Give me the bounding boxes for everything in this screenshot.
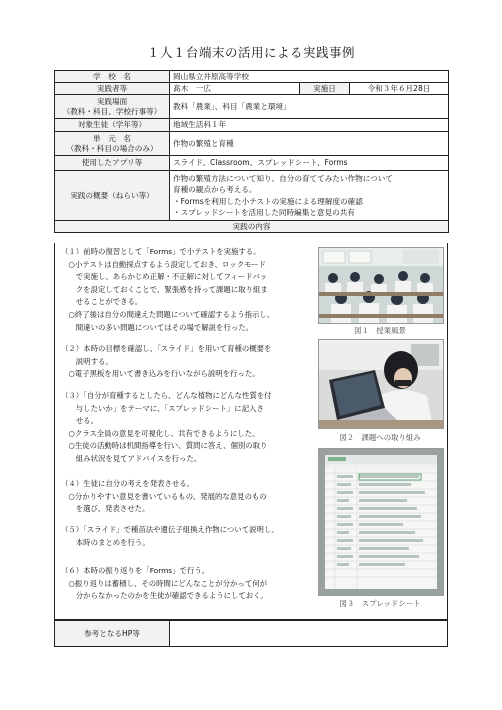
step-3: [61, 390, 321, 466]
figure-1-caption: 図１ 授業風景: [354, 326, 406, 335]
step-heading: （６）本時の振り返りを「Forms」で行う。: [61, 566, 210, 575]
classroom-photo: [318, 247, 444, 324]
step-line: 組み状況を見てアドバイスを行った。: [61, 453, 202, 463]
step-line: ○分かりやすい意見を書いているもの、発展的な意見のもの: [61, 491, 267, 501]
step-line: ○振り返りは蓄積し、その時間にどんなことが分かって何が: [61, 578, 267, 588]
date-value: 令和３年６月28日: [350, 83, 449, 95]
step-line: 分からなかったのかを生徒が確認できるようにしておく。: [61, 591, 268, 601]
content-header: 実践の内容: [55, 221, 449, 233]
spreadsheet-screenshot: [318, 448, 444, 596]
step-line: ○小テストは自動採点するよう設定しておき、ロックモード: [61, 259, 266, 269]
step-line: ○生徒の活動時は机間指導を行い、質問に答え、個別の取り: [61, 441, 268, 451]
aim-label: 実践の概要（ねらい等）: [55, 171, 170, 221]
step-6: [61, 565, 321, 603]
step-line: ○終了後は自分の間違えた問題について確認するよう指示し、: [61, 309, 275, 319]
target-value: 地域生活科１年: [170, 119, 449, 132]
step-2: [61, 343, 321, 381]
reference-label: 参考となるHP等: [55, 621, 170, 646]
student-laptop-photo: [318, 339, 444, 429]
step-heading: （５）「スライド」で種苗法や遺伝子組換え作物について説明し、: [61, 525, 279, 534]
step-line: クを設定しておくことで、緊張感を持って課題に取り組ま: [61, 284, 268, 294]
step-4: [61, 478, 321, 516]
step-5: [61, 524, 321, 549]
aim-value: [170, 171, 449, 221]
reference-value: [173, 621, 443, 646]
school-value: 岡山県立井原高等学校: [170, 71, 449, 83]
target-label: 対象生徒（学年等）: [55, 119, 170, 132]
step-1: [61, 246, 321, 334]
step-line: で実施し、あらかじめ正解・不正解に対してフィードバッ: [61, 272, 268, 282]
scene-label: [55, 95, 170, 119]
aim-line: ・Formsを利用した小テストの実施による理解度の確認: [173, 196, 363, 206]
step-line: 本時のまとめを行う。: [61, 537, 150, 547]
step-heading: （３）「自分が育種するとしたら、どんな植物にどんな性質を付: [61, 391, 272, 400]
unit-label-line1: 単 元 名: [93, 134, 131, 144]
unit-label-line2: （教科・科目の場合のみ）: [66, 143, 158, 153]
step-line: 説明する。: [61, 356, 113, 366]
step-heading: （１）前時の復習として「Forms」で小テストを実施する。: [61, 247, 261, 256]
date-label: 実施日: [300, 83, 350, 95]
aim-line: 作物の繁殖方法について知り、自分の育ててみたい作物について: [173, 173, 393, 183]
practitioner-value: 髙木 一広: [170, 83, 300, 95]
step-line: せることができる。: [61, 297, 143, 307]
figure-2-caption: 図２ 課題への取り組み: [339, 433, 421, 442]
aim-line: ・スプレッドシートを活用した同時編集と意見の共有: [173, 208, 355, 217]
page-title: １人１台端末の活用による実践事例: [146, 45, 355, 60]
step-heading: （２）本時の目標を確認し、「スライド」を用いて育種の概要を: [61, 344, 272, 353]
step-line: せる。: [61, 416, 98, 426]
step-heading: （４）生徒に自分の考えを発表させる。: [61, 479, 195, 488]
practitioner-label: 実践者等: [55, 83, 170, 95]
step-line: を選び、発表させた。: [61, 504, 150, 514]
apps-label: 使用したアプリ等: [55, 156, 170, 171]
unit-value: 作物の繁殖と育種: [170, 132, 449, 156]
scene-value: 教科「農業」、科目「農業と環境」: [170, 95, 449, 119]
info-table: [54, 70, 449, 233]
reference-row: [54, 620, 448, 647]
scene-label-line1: 実践場面: [96, 97, 128, 107]
step-line: 間違いの多い問題についてはその場で解説を行った。: [61, 322, 254, 332]
apps-value: スライド、Classroom、スプレッドシート、Forms: [170, 156, 449, 171]
scene-label-line2: （教科・科目、学校行事等）: [62, 106, 162, 116]
school-label: 学 校 名: [55, 71, 170, 83]
figure-3-caption: 図３ スプレッドシート: [339, 599, 421, 608]
step-line: ○電子黒板を用いて書き込みを行いながら説明を行った。: [61, 369, 260, 379]
aim-line: 育種の観点から考える。: [173, 185, 257, 194]
step-line: 与したいか」をテーマに、「スプレッドシート」に記入さ: [61, 403, 264, 413]
unit-label: [55, 132, 170, 156]
practice-content: [54, 243, 448, 620]
step-line: ○クラス全員の意見を可視化し、共有できるようにした。: [61, 428, 260, 438]
